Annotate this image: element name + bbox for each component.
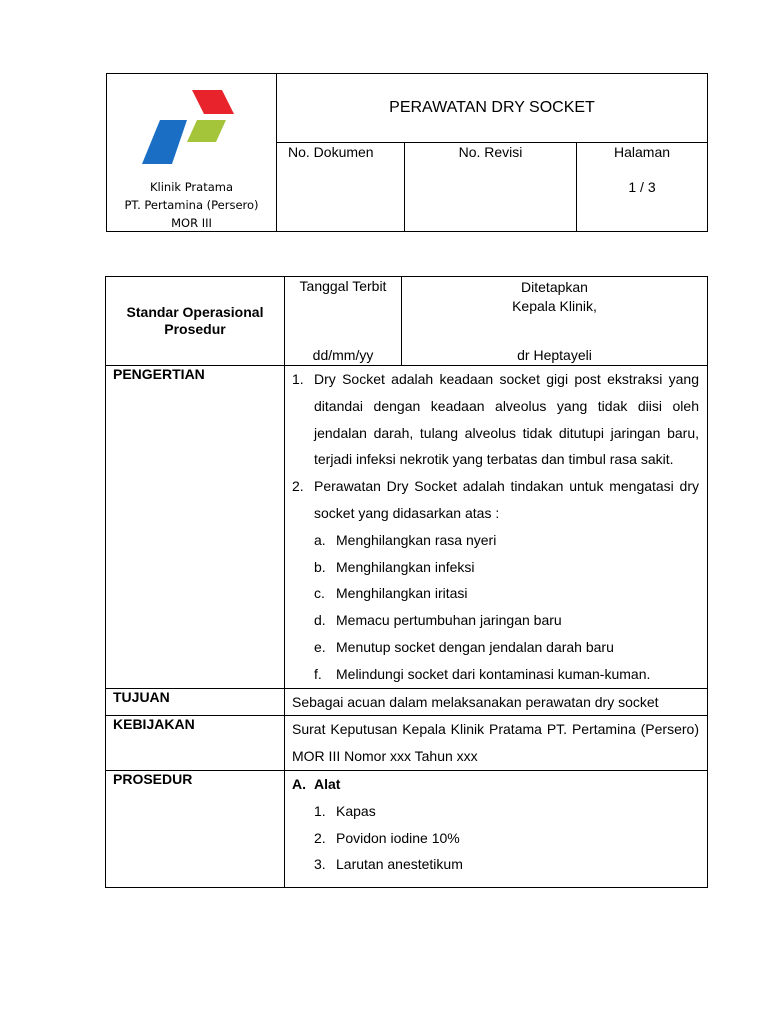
clinic-line: MOR III	[171, 216, 212, 230]
sub-list-text: Menghilangkan iritasi	[336, 585, 468, 602]
ditetapkan-label: Ditetapkan	[521, 279, 588, 295]
sub-list-item	[292, 607, 699, 634]
tanggal-terbit-value: dd/mm/yy	[312, 347, 374, 363]
sub-list-letter: b.	[314, 558, 326, 575]
list-number: 1.	[314, 802, 326, 819]
sop-title-cell	[106, 277, 285, 366]
list-text: Povidon iodine 10%	[336, 829, 460, 846]
sub-list-letter: d.	[314, 612, 326, 629]
no-dokumen-cell	[277, 143, 405, 232]
list-number: 1.	[292, 371, 304, 387]
list-number: 3.	[314, 856, 326, 873]
sub-list-item	[292, 634, 699, 661]
sub-list-item	[292, 527, 699, 554]
ditetapkan-cell	[402, 277, 708, 366]
kepala-klinik-label: Kepala Klinik,	[512, 298, 597, 314]
halaman-label: Halaman	[613, 144, 671, 160]
sop-title-line: Prosedur	[164, 321, 226, 337]
clinic-line: Klinik Pratama	[149, 180, 234, 194]
sub-list-text: Menutup socket dengan jendalan darah baru	[336, 638, 614, 655]
sub-list-text: Memacu pertumbuhan jaringan baru	[336, 612, 562, 629]
sub-list-item	[292, 661, 699, 688]
ditetapkan-block	[402, 278, 707, 316]
logo-cell	[107, 74, 277, 232]
page-number: 1 / 3	[628, 179, 656, 195]
kebijakan-text: Surat Keputusan Kepala Klinik Pratama PT. Pertamina (Persero) MOR III Nomor xxx Tahun xxx	[285, 716, 708, 771]
prosedur-content	[285, 770, 708, 887]
pengertian-label: PENGERTIAN	[106, 366, 285, 689]
list-item	[292, 473, 699, 527]
sop-title-line: Standar Operasional	[126, 304, 264, 320]
tanggal-terbit-label: Tanggal Terbit	[299, 278, 387, 294]
signer-name: dr Heptayeli	[517, 347, 592, 363]
tujuan-text: Sebagai acuan dalam melaksanakan perawatan dry socket	[285, 688, 708, 716]
list-item	[292, 798, 699, 825]
no-revisi-label: No. Revisi	[458, 144, 523, 160]
sub-list-item	[292, 580, 699, 607]
list-text: Larutan anestetikum	[336, 856, 463, 873]
sub-list-text: Menghilangkan rasa nyeri	[336, 531, 497, 548]
list-number: 2.	[314, 829, 326, 846]
list-item	[292, 366, 699, 473]
sub-list-letter: a.	[314, 531, 326, 548]
pengertian-content	[285, 366, 708, 689]
halaman-cell	[577, 143, 708, 232]
section-letter: A.	[292, 775, 306, 792]
no-revisi-cell	[405, 143, 577, 232]
pertamina-logo	[142, 90, 234, 164]
section-title: Alat	[314, 775, 341, 792]
list-text: Kapas	[336, 802, 376, 819]
document-title: PERAWATAN DRY SOCKET	[277, 74, 708, 143]
no-dokumen-label: No. Dokumen	[288, 144, 374, 160]
sub-list-letter: e.	[314, 638, 326, 655]
list-number: 2.	[292, 478, 304, 495]
sub-list-item	[292, 554, 699, 581]
prosedur-section-heading	[292, 771, 699, 798]
tanggal-terbit-cell	[285, 277, 402, 366]
sub-list-text: Melindungi socket dari kontaminasi kuman-kuman.	[336, 665, 651, 682]
sop-table	[105, 276, 708, 888]
sub-list-letter: c.	[314, 585, 325, 602]
tujuan-label: TUJUAN	[106, 688, 285, 716]
sub-list-text: Menghilangkan infeksi	[336, 558, 475, 575]
prosedur-label: PROSEDUR	[106, 770, 285, 887]
sub-list-letter: f.	[314, 665, 322, 682]
list-text: Perawatan Dry Socket adalah tindakan untuk mengatasi dry socket yang didasarkan atas :	[314, 478, 699, 521]
list-text: Dry Socket adalah keadaan socket gigi post ekstraksi yang ditandai dengan keadaan alveolus yang tidak diisi oleh jendalan darah, tulang alveolus tidak ditutupi jaringan baru, terjadi infeksi nekrotik yang terbatas dan timbul rasa sakit.	[314, 371, 699, 468]
clinic-line: PT. Pertamina (Persero)	[124, 198, 259, 212]
clinic-name	[107, 178, 276, 232]
list-item	[292, 851, 699, 878]
list-item	[292, 825, 699, 852]
kebijakan-label: KEBIJAKAN	[106, 716, 285, 771]
document-header-table	[106, 73, 708, 232]
